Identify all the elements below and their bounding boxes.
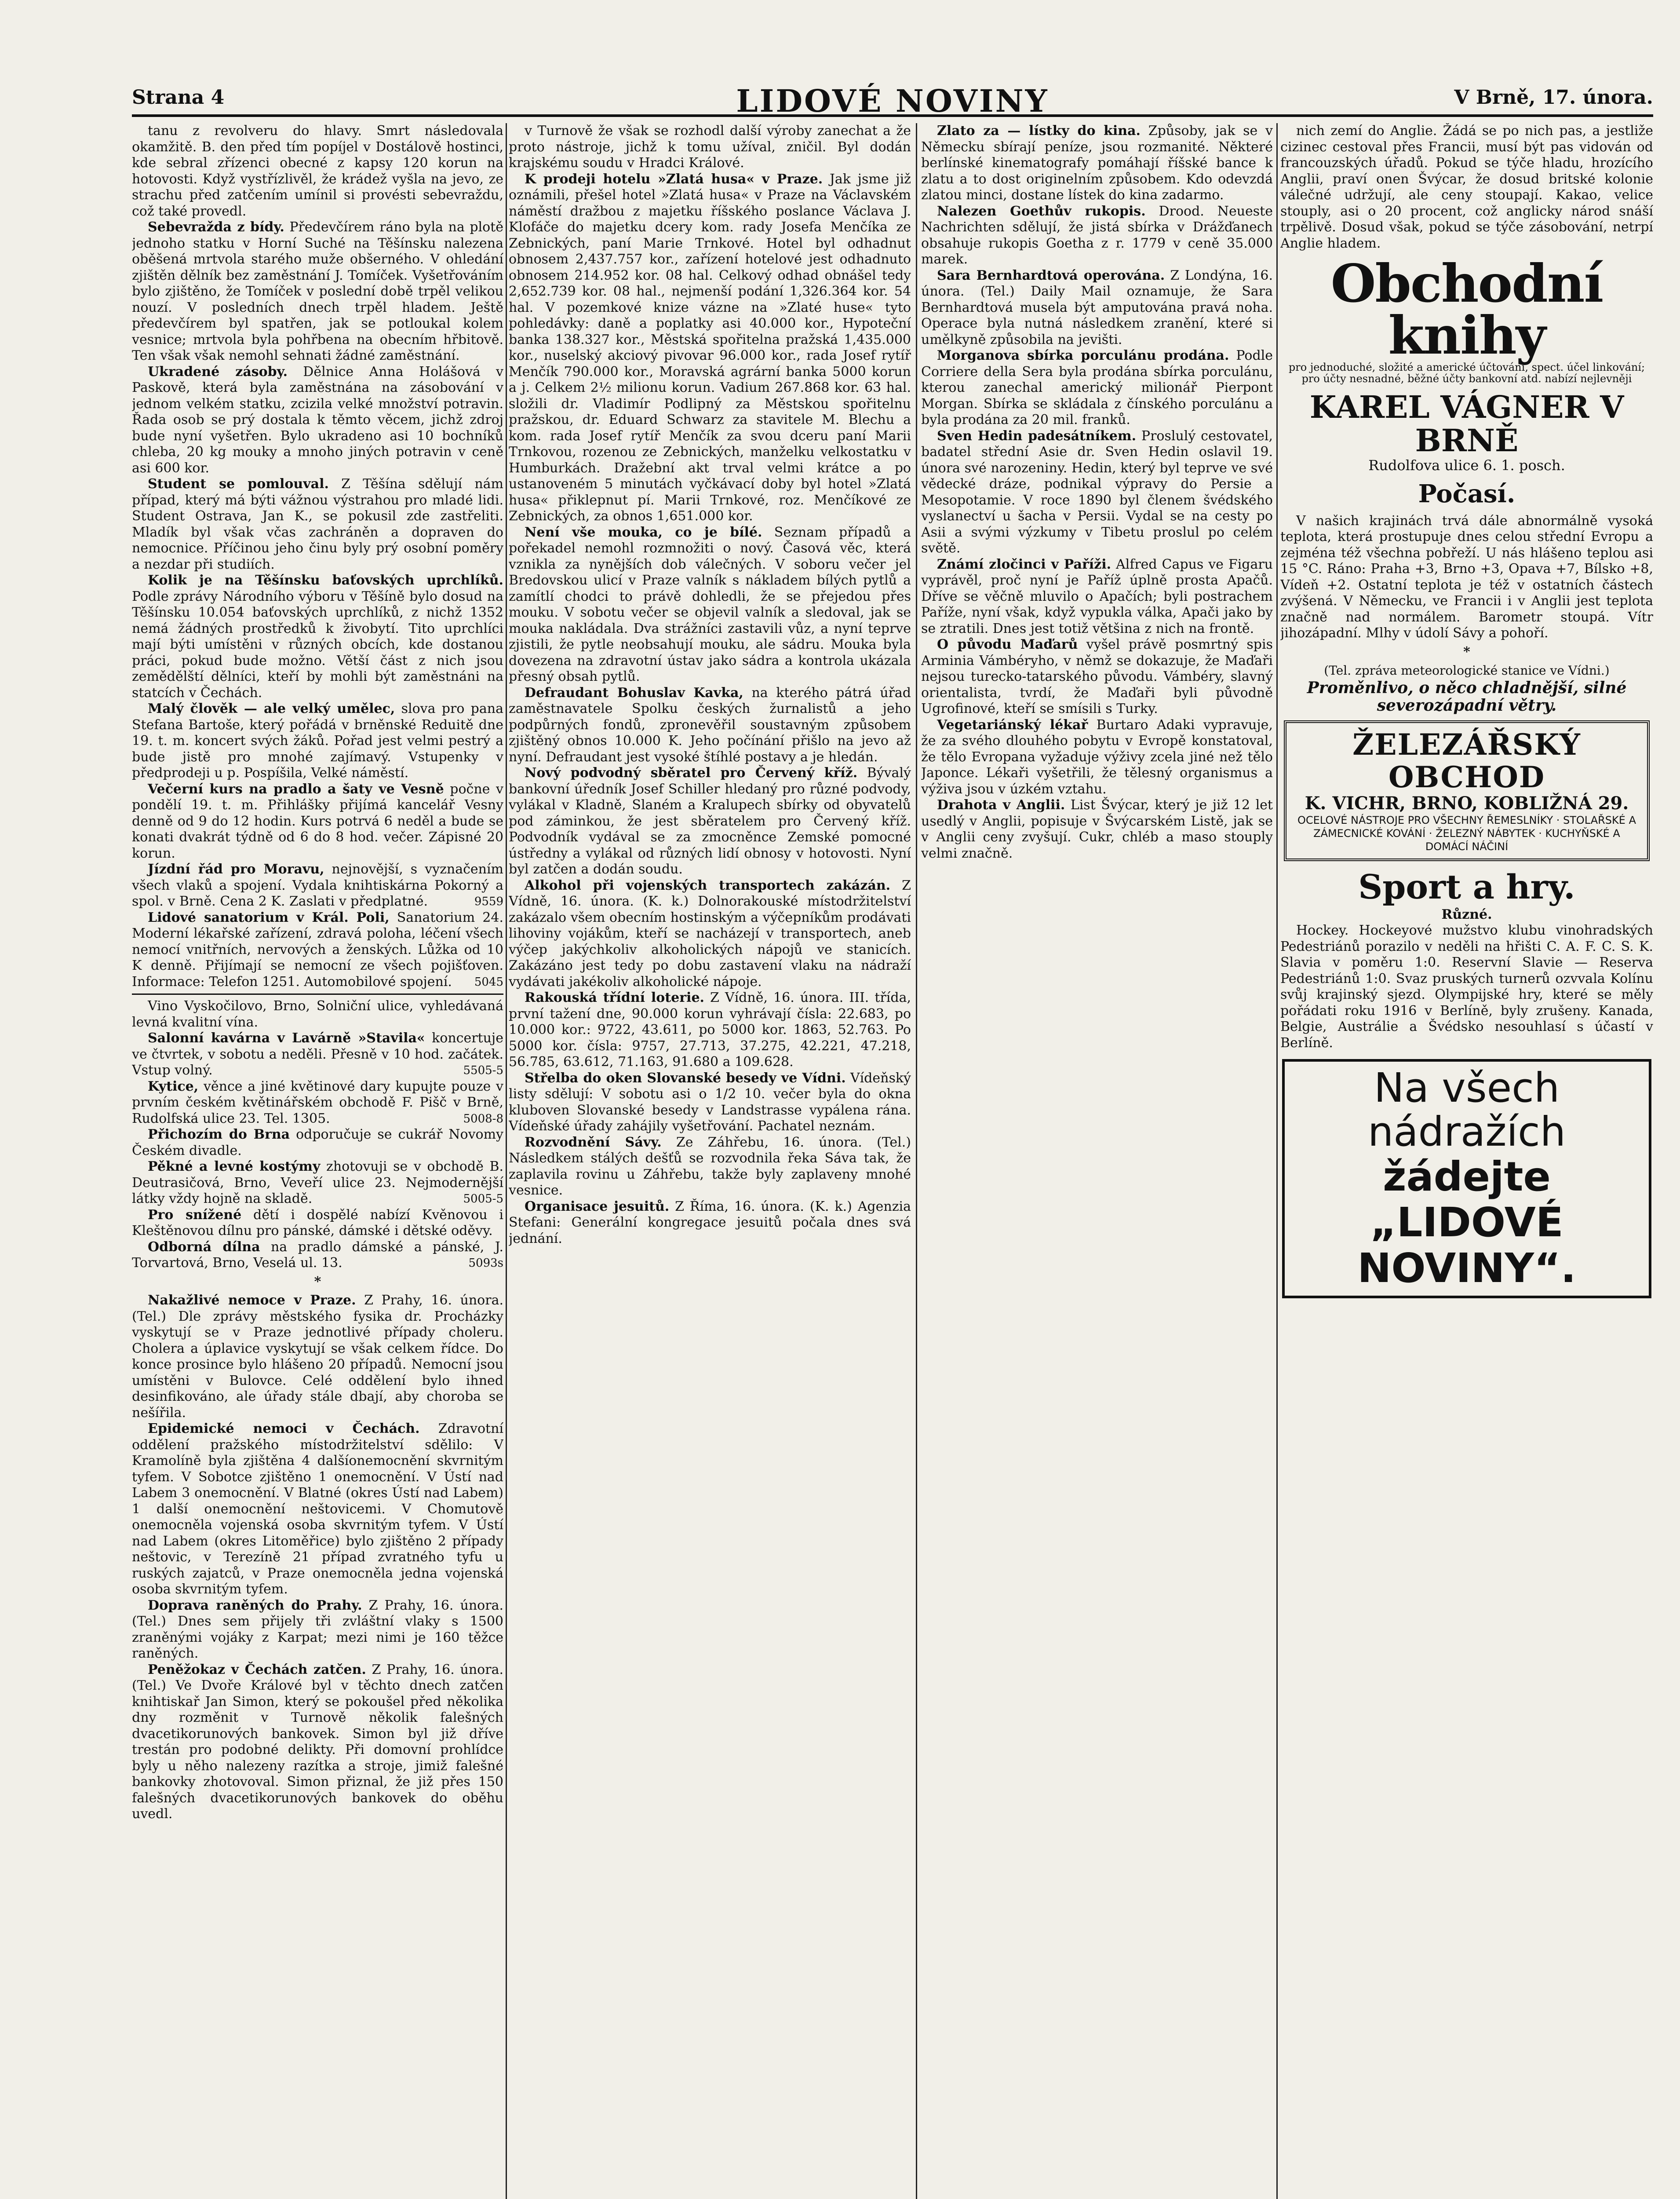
article-paragraph: Student se pomlouval. Z Těšína sdělují nám případ, který má býti vážnou výstrahou pro mladé lidi. Student Ostrava, Jan K., se pokusil zde zastřeliti. Mladík byl však včas zachráněn a dopraven do nemocnice. Příčinou jeho činu byly prý osobní poměry a nezdar při studiích. [132, 476, 503, 572]
newspaper-title: LIDOVÉ NOVINY [736, 83, 1049, 119]
article-paragraph: Salonní kavárna v Lavárně »Stavila« koncertuje ve čtvrtek, v sobotu a neděli. Přesně v 10 hod. začátek. Vstup volný. 5505-5 [132, 1030, 503, 1078]
masthead [132, 83, 1653, 119]
article-paragraph: Rozvodnění Sávy. Ze Záhřebu, 16. února. (Tel.) Následkem stálých dešťů se rozvodnila řeka Sáva tak, že zaplavila rovinu u Záhřebu, takže byly zaplaveny mnohé vesnice. [509, 1134, 911, 1198]
article-paragraph: Sebevražda z bídy. Předevčírem ráno byla na plotě jednoho statku v Horní Suché na Těšínsku nalezena oběšená mrtvola starého muže obšerného. V ohledání zjištěn dělník bez zaměstnání J. Tomíček. Vyšetřováním bylo zjištěno, že Tomíček v poslední době trpěl velikou nouzí. V posledních dnech trpěl hladem. Ještě předevčírem byl spatřen, jak se potloukal kolem vesnice; mrtvola byla pohřbena na obecním hřbitově. Ten však však nemohl sehnati žádné zaměstnání. [132, 219, 503, 363]
article-paragraph: Nový podvodný sběratel pro Červený kříž. Bývalý bankovní úředník Josef Schiller hledaný pro různé podvody, vylákal v Kladně, Slaném a Kralupech sbírky od obyvatelů pod záminkou, že jest sběratelem pro Červený kříž. Podvodník vydával se za zmocněnce Zemské pomocné ústředny a vylákal od různých lidí obnosy v hotovosti. Nyní byl zatčen a dodán soudu. [509, 765, 911, 877]
ad-lidove-noviny [1282, 1059, 1651, 1298]
ad-iron-owner: K. VICHR, BRNO, KOBLIŽNÁ 29. [1305, 793, 1629, 814]
ad-papers-line2: žádejte „LIDOVÉ NOVINY“. [1357, 1153, 1576, 1292]
ad-zelezarsky-obchod [1284, 720, 1650, 861]
column-3 [921, 123, 1273, 2199]
column-2 [509, 123, 911, 2199]
article-paragraph: Není vše mouka, co je bílé. Seznam případů a pořekadel nemohl rozmnožiti o nový. Časová věc, která vznikla za nynějších dob válečných. V soboru večer jel Bredovskou ulicí v Praze valník s nákladem bílých pytlů a zamítlí chodci to právě dohledli, že se přejedou přes mouku. V sobotu večer se objevil valník a sledoval, jak se mouka nakládala. Dva strážníci zastavili vůz, a nyní teprve zjistili, že pytle neobsahují mouku, ale sádru. Mouka byla dovezena na zdravotní ústav jako sádra a kontrola ukázala přesný obsah pytlů. [509, 524, 911, 684]
section-divider [132, 994, 503, 995]
ad-code: 5005-5 [463, 1192, 503, 1205]
article-paragraph: O původu Maďarů vyšel právě posmrtný spis Arminia Vámbéryho, v němž se dokazuje, že Maďaři nejsou turecko-tatarského původu. Vámbéry, slavný orientalista, tvrdí, že Maďaři byli původně Ugrofinové, kteří se smísili s Turky. [921, 637, 1273, 716]
article-paragraph: Zlato za — lístky do kina. Způsoby, jak se v Německu sbírají peníze, jsou rozmanité. Některé berlínské kinematografy pomáhají říšské bance k zlatu a to dost originelním způsobem. Kdo odevzdá zlatou minci, dostane lístek do kina zadarmo. [921, 123, 1273, 203]
column-rule [506, 123, 507, 2199]
article-paragraph: Odborná dílna na pradlo dámské a pánské, J. Torvartová, Brno, Veselá ul. 13. 5093s [132, 1239, 503, 1271]
ad-books-address: Rudolfova ulice 6. 1. posch. [1368, 457, 1565, 474]
weather-source: (Tel. zpráva meteorologické stanice ve Vídni.) [1324, 663, 1610, 678]
ad-iron-goods: OCELOVÉ NÁSTROJE PRO VŠECHNY ŘEMESLNÍKY · STOLAŘSKÉ A ZÁMECNICKÉ KOVÁNÍ · ŽELEZNÝ NÁBYTEK · KUCHYŇSKÉ A DOMÁCÍ NÁČINÍ [1297, 814, 1636, 853]
article-paragraph: Sara Bernhardtová operována. Z Londýna, 16. února. (Tel.) Daily Mail oznamuje, že Sara Bernhardtová musela být amputována pravá noha. Operace byla nutná následkem zranění, které si umělkyně způsobila na jevišti. [921, 267, 1273, 347]
article-paragraph: Přichozím do Brna odporučuje se cukrář Novomy Českém divadle. [132, 1127, 503, 1158]
ad-books-sub: pro jednoduché, složité a americké účtování, spect. účel linkování; pro účty nesnadné, běžné účty bankovní atd. nabízí nejlevněji [1288, 361, 1645, 385]
article-paragraph: Peněžokaz v Čechách zatčen. Z Prahy, 16. února. (Tel.) Ve Dvoře Králové byl v těchto dnech zatčen knihtiskař Jan Simon, který se pokoušel před několika dny rozměnit v Turnově několik falešných dvacetikorunových bankovek. Simon byl již dříve trestán pro podobné delikty. Při domovní prohlídce byly u něho nalezeny razítka a stroje, jimiž falešné bankovky zhotovoval. Simon přiznal, že již přes 150 falešných dvacetikorunových bankovek do oběhu uvedl. [132, 1662, 503, 1822]
ad-code: 5093s [468, 1257, 503, 1270]
weather-text: V našich krajinách trvá dále abnormálně vysoká teplota, která prostupuje dnes celou střední Evropu a zejména též všechna pobřeží. U nás hlášeno teplou asi 15 °C. Ráno: Praha +3, Brno +3, Opava +7, Bílsko +8, Vídeň +2. Ostatní teplota je též v ostatních částech zvýšená. V Německu, ve Francii i v Anglii jest teplota značně nad normálem. Barometr stoupá. Vítr jihozápadní. Mlhy v údolí Sávy a pohoří. [1280, 513, 1653, 641]
article-paragraph: Rakouská třídní loterie. Z Vídně, 16. února. III. třída, první tažení dne, 90.000 korun vyhrávají čísla: 22.683, po 10.000 kor.: 9722, 43.611, po 5000 kor. 1863, 52.763. Po 5000 kor. čísla: 9757, 27.713, 37.275, 42.221, 47.218, 56.785, 63.612, 71.163, 91.680 a 109.628. [509, 990, 911, 1070]
star-divider: * [1463, 644, 1470, 660]
ad-papers-line1: Na všech nádražích [1367, 1064, 1566, 1155]
article-paragraph: Doprava raněných do Prahy. Z Prahy, 16. února. (Tel.) Dnes sem přijely tři zvláštní vlaky s 1500 zraněnými vojáky z Karpat; mezi nimi je 160 těžce raněných. [132, 1597, 503, 1661]
article-paragraph: Kolik je na Těšínsku baťovských uprchlíků. Podle zprávy Národního výboru v Těšíně bylo dosud na Těšínsku 10.054 baťovských uprchlíků, z nichž 1352 nemá žádných prostředků k živobytí. Tito uprchlíci mají býti umístěni v různých obcích, kde dostanou práci, pokud bude možno. Větší část z nich jsou zemědělští dělníci, kteří by mohli být zaměstnáni na statcích v Čechách. [132, 573, 503, 701]
article-paragraph: Defraudant Bohuslav Kavka, na kterého pátrá úřad zaměstnavatele Spolku českých žurnalistů a jeho podpůrných fondů, zpronevěřil soustavným způsobem zjištěný obnos 10.000 K. Jeho počínání přišlo na jevo až nyní. Defraudant jest vysoké štíhlé postavy a je hledán. [509, 685, 911, 765]
page-number: Strana 4 [132, 86, 225, 109]
article-paragraph: Kytice, věnce a jiné květinové dary kupujte pouze v prvním českém květinářském obchodě F. Pišč v Brně, Rudolfská ulice 23. Tel. 1305. 5008-8 [132, 1078, 503, 1126]
article-paragraph: Drahota v Anglii. List Švýcar, který je již 12 let usedlý v Anglii, popisuje v Švýcarském Listě, jak se v Anglii ceny zvyšují. Cukr, chléb a maso stouply velmi značně. [921, 797, 1273, 861]
column-rule [1276, 123, 1278, 2199]
article-paragraph: Malý člověk — ale velký umělec, slova pro pana Stefana Bartoše, který pořádá v brněnské Reduitě dne 19. t. m. koncert svých žáků. Pořad jest velmi pestrý a bude jistě pro mnohé zajímavý. Vstupenky v předprodeji u p. Pospíšila, Velké náměstí. [132, 701, 503, 781]
article-paragraph: Morganova sbírka porculánu prodána. Podle Corriere della Sera byla prodána sbírka porculánu, kterou zanechal americký milionář Pierpont Morgan. Sbírka se skládala z čínského porculánu a byla prodána za 20 mil. franků. [921, 348, 1273, 427]
article-paragraph: nich zemí do Anglie. Žádá se po nich pas, a jestliže cizinec cestoval přes Francii, musí být pas vidován od francouzských úřadů. Pokud se týče hladu, hrozícího Anglii, praví onen Švýcar, že dosud britské kolonie válečné udržují, ale ceny stoupají. Kakao, velice stouply, asi o 20 procent, což anglicky národ snáší trpělivě. Dosud však, pokud se týče zásobování, netrpí Anglie hladem. [1280, 123, 1653, 251]
sport-text: Hockey. Hockeyové mužstvo klubu vinohradských Pedestriánů porazilo v neděli na hřišti C. A. F. C. S. K. Slavia v poměru 1:0. Reservní Slavie — Reserva Pedestriánů 1:0. Svaz pruských turnerů ozvvala Kolínu svůj krajinský sjezd. Olympijské hry, které se měly pořádati roku 1916 v Berlíně, byly zrušeny. Kanada, Belgie, Austrálie a Švédsko nesouhlasí s účastí v Berlíně. [1280, 923, 1653, 1051]
weather-forecast: Proměnlivo, o něco chladnější, silné severozápadní větry. [1307, 678, 1627, 715]
column-1-articles [132, 123, 503, 990]
article-paragraph: Večerní kurs na pradlo a šaty ve Vesně počne v pondělí 19. t. m. Přihlášky přijímá kancelář Vesny denně od 9 do 12 hodin. Kurs potrvá 6 neděl a bude se konati dvakrát týdně od 6 do 8 hod. večer. Zápisné 20 korun. [132, 781, 503, 861]
star-divider: * [314, 1274, 321, 1289]
article-paragraph: v Turnově že však se rozhodl další výroby zanechat a že proto nástroje, jichž k tomu užíval, zničil. Byl dodán krajskému soudu v Hradci Králové. [509, 123, 911, 171]
article-paragraph: tanu z revolveru do hlavy. Smrt následovala okamžitě. B. den před tím popíjel v Dostálově hostinci, kde sebral zřízenci obecné z kapsy 120 korun na hotovosti. Když vystřízlivěl, že krádež vyšla na jevo, ze strachu před zatčením umínil si provésti sebevraždu, což také provedl. [132, 123, 503, 219]
column-4 [1280, 123, 1653, 2199]
column-3-articles [921, 123, 1273, 862]
article-paragraph: Známí zločinci v Paříži. Alfred Capus ve Figaru vyprávěl, proč nyní je Paříž úplně prosta Apačů. Dříve se věčně mluvilo o Apačích; byli postrachem Paříže, nyní však, když vypukla válka, Apači jako by se ztratili. Dnes jest totiž většina z nich na frontě. [921, 556, 1273, 636]
ad-books-name: KAREL VÁGNER V BRNĚ [1309, 389, 1624, 459]
column-rule [916, 123, 917, 2199]
ad-obchodni-knihy [1280, 253, 1653, 474]
ad-code: 5008-8 [463, 1112, 503, 1125]
article-paragraph: Ukradené zásoby. Dělnice Anna Holášová v Paskově, která byla zaměstnána na zásobování v jednom velkém statku, zcizila velké množství potravin. Řada osob se prý dostala k těmto věcem, jichž zdroj bude nyní vyšetřen. Bylo ukradeno asi 10 bochníků chleba, 20 kg mouky a mnoho jiných potravin v ceně asi 600 kor. [132, 364, 503, 476]
sport-heading: Sport a hry. [1358, 867, 1575, 906]
ad-code: 9559 [474, 895, 503, 908]
article-paragraph: Pěkné a levné kostýmy zhotovuji se v obchodě B. Deutrasičová, Brno, Veveří ulice 23. Nejmodernější látky vždy hojně na skladě. 5005-5 [132, 1159, 503, 1206]
article-paragraph: Jízdní řád pro Moravu, nejnovější, s vyznačením všech vlaků a spojení. Vydala knihtiskárna Pokorný a spol. v Brně. Cena 2 K. Zaslati v předplatné. 9559 [132, 862, 503, 909]
article-paragraph: Epidemické nemoci v Čechách. Zdravotní oddělení pražského místodržitelství sdělilo: V Kramolíně byla zjištěna 4 dalšíonemocnění skvrnitým tyfem. V Sobotce zjištěno 1 onemocnění. V Ústí nad Labem 3 onemocnění. V Blatné (okres Ústí nad Labem) 1 další onemocnění neštovicemi. V Chomutově onemocněla vojenská osoba skvrnitým tyfem. V Ústí nad Labem (okres Litoměřice) bylo zjištěno 2 případy neštovic, v Terezíně 21 případ zvratného tyfu u ruských zajatců, v Praze onemocněla jedna vojenská osoba skvrnitým tyfem. [132, 1421, 503, 1597]
sport-subheading: Různé. [1441, 906, 1492, 922]
ad-iron-title: ŽELEZÁŘSKÝ OBCHOD [1352, 727, 1581, 794]
article-paragraph: K prodeji hotelu »Zlatá husa« v Praze. Jak jsme již oznámili, přešel hotel »Zlatá husa« v Praze na Václavském náměstí dražbou z majetku říšského poslance Václava J. Klofáče do majetku dcery kom. rady Josefa Menčíka ze Zebnických, paní Marie Trnkové. Hotel byl odhadnut obnosem 2,437.757 kor., zařízení hotelové jest odhadnuto obnosem 214.952 kor. 08 hal. Celkový odhad obnášel tedy 2,652.739 kor. 08 hal., nejmenší podání 1,326.364 kor. 54 hal. V pozemkové knize vázne na »Zlaté huse« tyto pohledávky: daně a poplatky asi 40.000 kor., Hypoteční banka 138.327 kor., Městská spořitelna pražská 1,435.000 kor., nuselský akciový pivovar 96.000 kor., rada Josef rytíř Menčík 790.000 kor., Moravská agrární banka 5000 korun a j. Celkem 2½ milionu korun. Vadium 267.868 kor. 63 hal. složili dr. Vladimír Podlipný za Městskou spořitelnu pražskou, dr. Eduard Schwarz za stavitele M. Blechu a kom. rada Josef rytíř Menčík za svou dceru paní Marii Trnkovou, rozenou ze Zebnických, manželku velkostatku v Humburkách. Dražební akt trval velmi krátce a po ustanoveném 5 minutách vyčkávací doby byl hotel »Zlatá husa« přiklepnut pí. Marii Trnkové, roz. Menčíkové ze Zebnických, za obnos 1,651.000 kor. [509, 171, 911, 524]
article-paragraph: Střelba do oken Slovanské besedy ve Vídni. Vídeňský listy sdělují: V sobotu asi o 1/2 10. večer byla do okna kluboven Slovanské besedy v Landstrasse vypálena rána. Vídeňské úřady zahájily vyšetřování. Pachatel neznám. [509, 1070, 911, 1134]
column-2-articles [509, 123, 911, 1247]
article-paragraph: Nakažlivé nemoce v Praze. Z Prahy, 16. února. (Tel.) Dle zprávy městského fysika dr. Procházky vyskytují se v Praze jednotlivé případy choleru. Cholera a úplavice vyskytují se však celkem řídce. Do konce prosince bylo hlášeno 20 případů. Nemocní jsou umístěni v Bulovce. Celé oddělení bylo ihned desinfikováno, ale úřady stále dbají, aby choroba se nešířila. [132, 1293, 503, 1421]
article-paragraph: Vegetariánský lékař Burtaro Adaki vypravuje, že za svého dlouhého pobytu v Evropě konstatoval, že tělo Evropana vyžaduje výživy zcela jiné než tělo Japonce. Lékaři vyšetřili, že tělesný organismus a výživa jsou v úzkém vztahu. [921, 717, 1273, 797]
weather-heading: Počasí. [1418, 479, 1516, 508]
column-1-news [132, 1293, 503, 1823]
article-paragraph: Lidové sanatorium v Král. Poli, Sanatorium 24. Moderní lékařské zařízení, zdravá poloha, léčení všech nemocí vnitřních, nervových a ženských. Lůžka od 10 K denně. Přijímají se nemocní ze všech pojišťoven. Informace: Telefon 1251. Automobilové spojení. 5045 [132, 910, 503, 990]
article-paragraph: Organisace jesuitů. Z Říma, 16. února. (K. k.) Agenzia Stefani: Generální kongregace jesuitů počala dnes svá jednání. [509, 1198, 911, 1246]
ad-code: 5045 [474, 975, 503, 989]
article-paragraph: Nalezen Goethův rukopis. Drood. Neueste Nachrichten sdělují, že jistá sbírka v Drážďanech obsahuje rukopis Goetha z r. 1779 v ceně 35.000 marek. [921, 203, 1273, 267]
ad-code: 5505-5 [463, 1064, 503, 1077]
column-1 [132, 123, 503, 2199]
column-1-ads [132, 998, 503, 1271]
column-4-articles [1280, 123, 1653, 252]
article-paragraph: Vino Vyskočilovo, Brno, Solniční ulice, vyhledávaná levná kvalitní vína. [132, 998, 503, 1030]
ad-books-title: Obchodní knihy [1330, 253, 1603, 366]
issue-date: V Brně, 17. února. [1454, 86, 1653, 109]
article-paragraph: Pro snížené dětí i dospělé nabízí Kvěnovou i Kleštěnovou dílnu pro pánské, dámské i dětské oděvy. [132, 1207, 503, 1238]
article-paragraph: Alkohol při vojenských transportech zakázán. Z Vídně, 16. února. (K. k.) Dolnorakouské místodržitelství zakázalo všem obecním hostinským a výčepníkům prodávati lihoviny vojákům, kteří se nacházejí v transportech, aneb výčep jakýchkoliv alkoholických nápojů ve stanicích. Zakázáno jest tedy po dobu zastavení vlaku na nádraží vydávati jakékoliv alkoholické nápoje. [509, 877, 911, 990]
article-paragraph: Sven Hedin padesátníkem. Proslulý cestovatel, badatel střední Asie dr. Sven Hedin oslavil 19. února své narozeniny. Hedin, který byl teprve ve své vědecké dráze, podnikal výpravy do Persie a Mesopotamie. V roce 1890 byl členem švédského vyslanectví u šacha v Persii. Vydal se na cesty po Asii a svými výzkumy v Tibetu proslul po celém světě. [921, 428, 1273, 556]
